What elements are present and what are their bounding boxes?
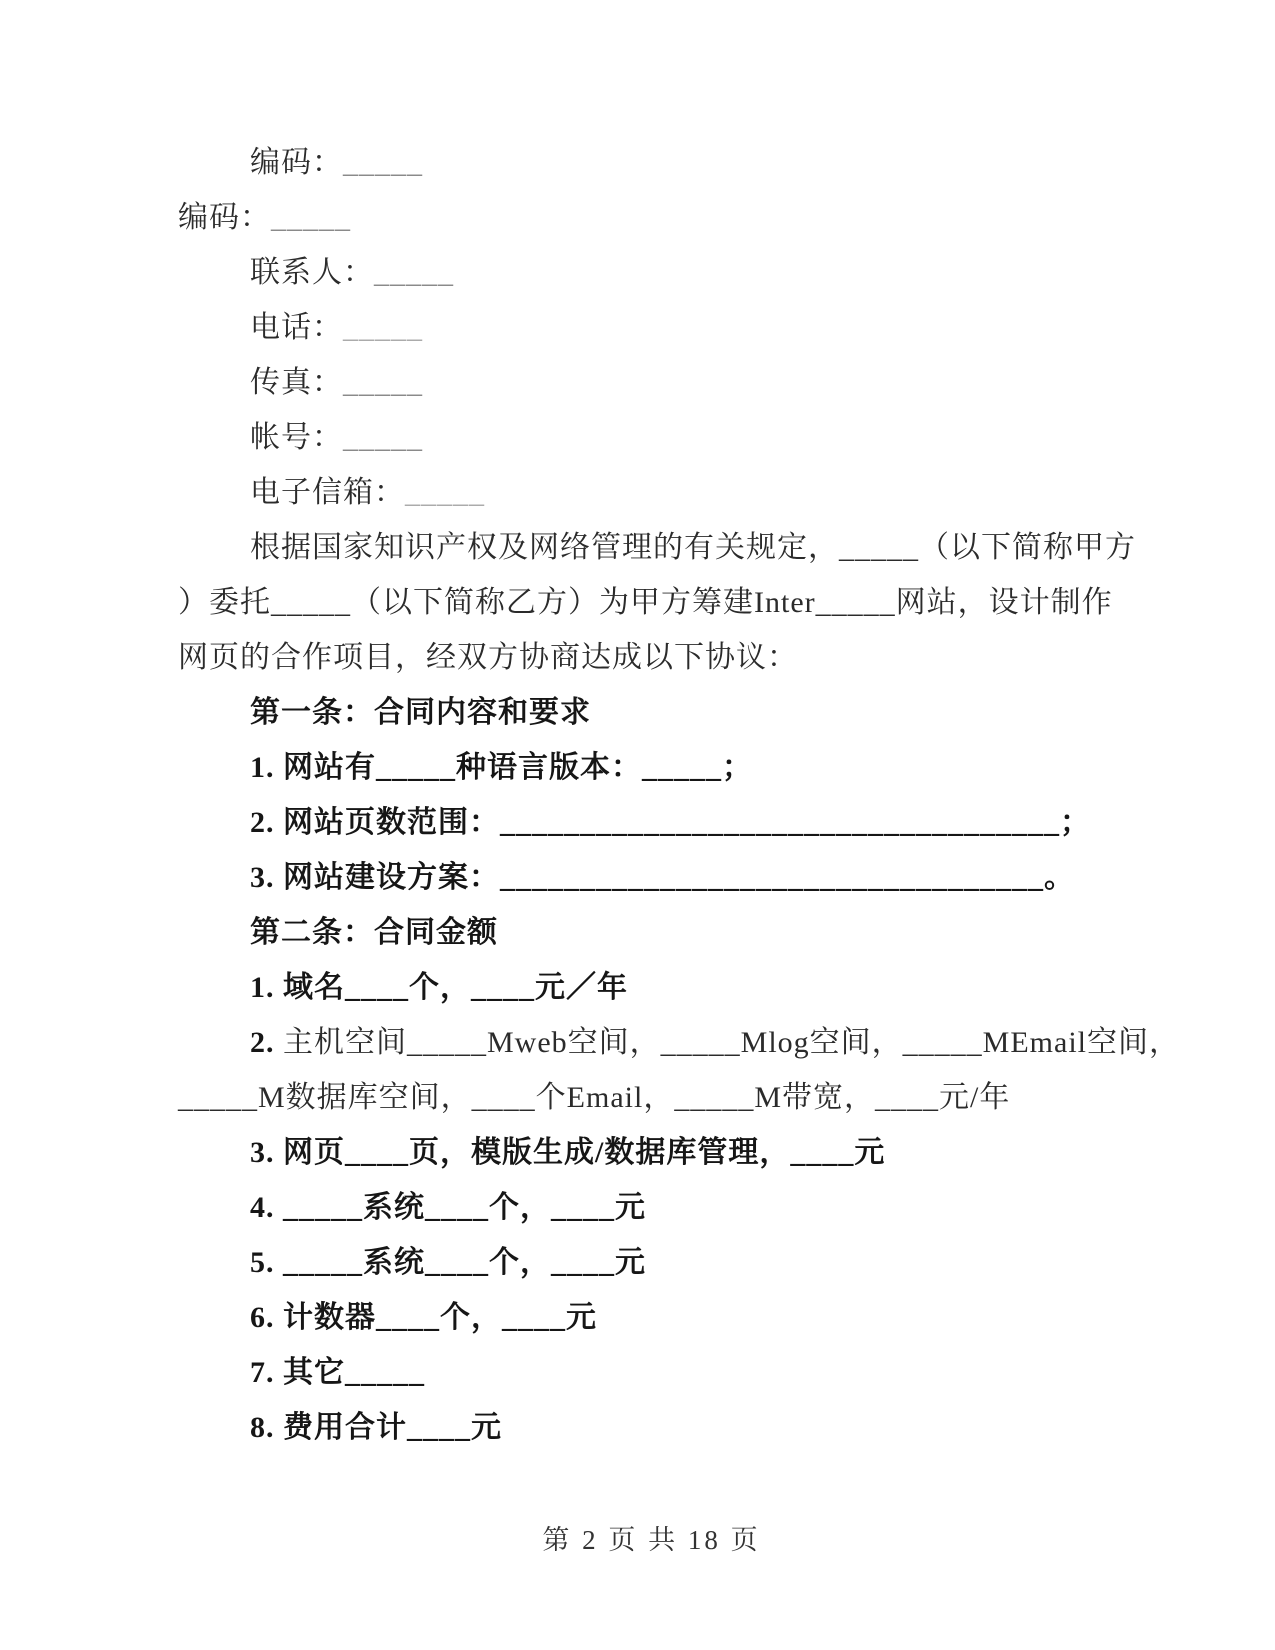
article-2-item-6: 6. 计数器____个，____元 — [250, 1301, 597, 1334]
field-label: 电子信箱： — [250, 476, 405, 509]
field-label: 电话： — [250, 311, 343, 344]
article-2-item-1: 1. 域名____个，____元／年 — [250, 971, 628, 1004]
blank-underline: _____ — [405, 476, 485, 509]
article-2-item-2-continuation: _____M数据库空间，____个Email，_____M带宽，____元/年 — [178, 1081, 1011, 1114]
blank-underline: _____ — [374, 256, 454, 289]
article-2-item-3: 3. 网页____页，模版生成/数据库管理，____元 — [250, 1136, 886, 1169]
intro-paragraph-line-3: 网页的合作项目，经双方协商达成以下协议： — [178, 641, 798, 674]
field-label: 传真： — [250, 366, 343, 399]
field-phone — [178, 300, 1125, 355]
page-footer: 第 2 页 共 18 页 — [542, 1525, 761, 1555]
item-number: 2. — [250, 1026, 283, 1059]
field-contact-person — [178, 245, 1125, 300]
item-text: 主机空间_____Mweb空间，_____Mlog空间，_____MEmail空间， — [283, 1026, 1180, 1059]
field-fax — [178, 355, 1125, 410]
blank-underline: _____ — [271, 201, 351, 234]
field-label: 帐号： — [250, 421, 343, 454]
intro-paragraph-line-2: ）委托_____（以下简称乙方）为甲方筹建Inter_____网站，设计制作 — [178, 586, 1113, 619]
article-1-heading: 第一条：合同内容和要求 — [250, 696, 591, 729]
article-2-item-4: 4. _____系统____个，____元 — [250, 1191, 646, 1224]
article-2-item-2 — [178, 1015, 1180, 1070]
field-code-indent — [178, 135, 1125, 190]
article-1-item-1: 1. 网站有_____种语言版本：_____； — [250, 751, 753, 784]
blank-underline: _____ — [343, 146, 423, 179]
blank-underline: _____ — [343, 421, 423, 454]
article-1-item-3: 3. 网站建设方案：__________________________________。 — [250, 861, 1075, 894]
article-2-item-8: 8. 费用合计____元 — [250, 1411, 502, 1444]
article-1-item-2: 2. 网站页数范围：___________________________________； — [250, 806, 1091, 839]
article-2-item-5: 5. _____系统____个，____元 — [250, 1246, 646, 1279]
blank-underline: _____ — [343, 366, 423, 399]
intro-paragraph-line-1: 根据国家知识产权及网络管理的有关规定，_____（以下简称甲方 — [250, 531, 1136, 564]
field-label: 编码： — [178, 201, 271, 234]
article-2-item-7: 7. 其它_____ — [250, 1356, 425, 1389]
field-label: 联系人： — [250, 256, 374, 289]
article-2-heading: 第二条：合同金额 — [250, 916, 498, 949]
field-label: 编码： — [250, 146, 343, 179]
blank-underline: _____ — [343, 311, 423, 344]
field-code — [178, 190, 1125, 245]
field-account-number — [178, 410, 1125, 465]
field-email — [178, 465, 1125, 520]
